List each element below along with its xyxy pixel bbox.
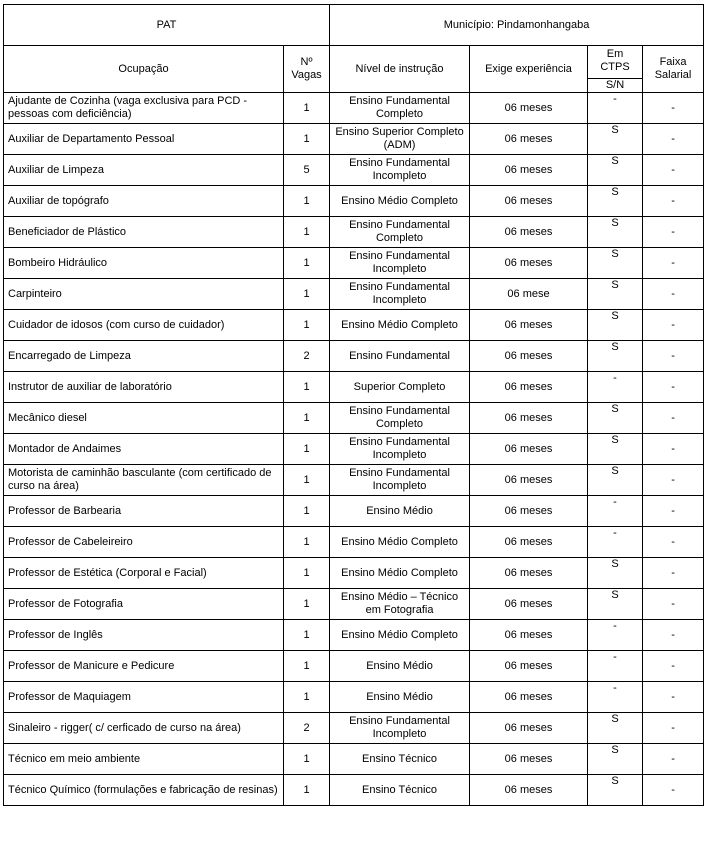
cell-ctps: S — [588, 186, 643, 217]
cell-occupation: Professor de Cabeleireiro — [4, 527, 284, 558]
header-vacancies: Nº Vagas — [284, 46, 330, 93]
cell-ctps: S — [588, 217, 643, 248]
cell-vacancies: 1 — [284, 527, 330, 558]
cell-occupation: Beneficiador de Plástico — [4, 217, 284, 248]
cell-salary: - — [643, 155, 704, 186]
cell-ctps: S — [588, 248, 643, 279]
table-row — [4, 186, 704, 217]
table-row — [4, 93, 704, 124]
cell-experience: 06 meses — [470, 248, 588, 279]
cell-occupation: Encarregado de Limpeza — [4, 341, 284, 372]
cell-salary: - — [643, 310, 704, 341]
cell-experience: 06 meses — [470, 434, 588, 465]
cell-occupation: Professor de Barbearia — [4, 496, 284, 527]
cell-experience: 06 meses — [470, 124, 588, 155]
cell-occupation: Professor de Fotografia — [4, 589, 284, 620]
cell-vacancies: 1 — [284, 434, 330, 465]
table-row — [4, 217, 704, 248]
cell-ctps: - — [588, 372, 643, 403]
cell-occupation: Cuidador de idosos (com curso de cuidador) — [4, 310, 284, 341]
cell-ctps: - — [588, 527, 643, 558]
cell-vacancies: 1 — [284, 775, 330, 806]
cell-education: Ensino Fundamental Incompleto — [330, 248, 470, 279]
cell-vacancies: 2 — [284, 341, 330, 372]
cell-occupation: Auxiliar de topógrafo — [4, 186, 284, 217]
cell-salary: - — [643, 620, 704, 651]
table-row — [4, 589, 704, 620]
cell-education: Ensino Médio Completo — [330, 558, 470, 589]
cell-vacancies: 1 — [284, 217, 330, 248]
cell-occupation: Auxiliar de Departamento Pessoal — [4, 124, 284, 155]
cell-education: Superior Completo — [330, 372, 470, 403]
table-row — [4, 744, 704, 775]
cell-occupation: Bombeiro Hidráulico — [4, 248, 284, 279]
cell-salary: - — [643, 217, 704, 248]
table-row — [4, 713, 704, 744]
cell-vacancies: 1 — [284, 651, 330, 682]
cell-experience: 06 meses — [470, 589, 588, 620]
cell-education: Ensino Médio Completo — [330, 310, 470, 341]
cell-education: Ensino Fundamental — [330, 341, 470, 372]
cell-ctps: - — [588, 496, 643, 527]
cell-ctps: S — [588, 744, 643, 775]
cell-education: Ensino Médio Completo — [330, 620, 470, 651]
cell-education: Ensino Médio — [330, 496, 470, 527]
cell-vacancies: 1 — [284, 589, 330, 620]
table-body — [4, 93, 704, 806]
cell-salary: - — [643, 465, 704, 496]
cell-experience: 06 meses — [470, 651, 588, 682]
cell-vacancies: 1 — [284, 372, 330, 403]
cell-occupation: Professor de Estética (Corporal e Facial) — [4, 558, 284, 589]
cell-education: Ensino Médio — [330, 651, 470, 682]
cell-experience: 06 meses — [470, 465, 588, 496]
header-experience: Exige experiência — [470, 46, 588, 93]
cell-education: Ensino Fundamental Incompleto — [330, 155, 470, 186]
cell-occupation: Técnico Químico (formulações e fabricação de resinas) — [4, 775, 284, 806]
table-row — [4, 620, 704, 651]
header-ctps-sn: S/N — [588, 79, 643, 93]
cell-education: Ensino Fundamental Completo — [330, 217, 470, 248]
cell-occupation: Professor de Inglês — [4, 620, 284, 651]
cell-salary: - — [643, 527, 704, 558]
cell-education: Ensino Médio Completo — [330, 527, 470, 558]
cell-salary: - — [643, 248, 704, 279]
cell-education: Ensino Médio — [330, 682, 470, 713]
cell-salary: - — [643, 496, 704, 527]
cell-vacancies: 1 — [284, 744, 330, 775]
cell-education: Ensino Fundamental Incompleto — [330, 713, 470, 744]
cell-experience: 06 mese — [470, 279, 588, 310]
cell-vacancies: 1 — [284, 93, 330, 124]
cell-vacancies: 1 — [284, 403, 330, 434]
cell-experience: 06 meses — [470, 341, 588, 372]
cell-education: Ensino Médio Completo — [330, 186, 470, 217]
cell-ctps: S — [588, 589, 643, 620]
cell-education: Ensino Fundamental Incompleto — [330, 434, 470, 465]
cell-salary: - — [643, 93, 704, 124]
cell-occupation: Ajudante de Cozinha (vaga exclusiva para PCD - pessoas com deficiência) — [4, 93, 284, 124]
cell-experience: 06 meses — [470, 217, 588, 248]
cell-occupation: Carpinteiro — [4, 279, 284, 310]
cell-occupation: Professor de Maquiagem — [4, 682, 284, 713]
cell-vacancies: 1 — [284, 558, 330, 589]
cell-ctps: - — [588, 651, 643, 682]
cell-salary: - — [643, 589, 704, 620]
cell-ctps: S — [588, 124, 643, 155]
cell-salary: - — [643, 341, 704, 372]
cell-education: Ensino Médio – Técnico em Fotografia — [330, 589, 470, 620]
table-row — [4, 248, 704, 279]
cell-ctps: S — [588, 434, 643, 465]
pat-title: PAT — [4, 5, 330, 46]
cell-ctps: S — [588, 775, 643, 806]
cell-salary: - — [643, 186, 704, 217]
cell-occupation: Motorista de caminhão basculante (com certificado de curso na área) — [4, 465, 284, 496]
title-row — [4, 5, 704, 46]
table-row — [4, 155, 704, 186]
cell-education: Ensino Fundamental Incompleto — [330, 465, 470, 496]
cell-ctps: S — [588, 279, 643, 310]
header-education: Nível de instrução — [330, 46, 470, 93]
table-row — [4, 465, 704, 496]
cell-salary: - — [643, 744, 704, 775]
table-row — [4, 310, 704, 341]
header-occupation: Ocupação — [4, 46, 284, 93]
cell-ctps: S — [588, 155, 643, 186]
cell-experience: 06 meses — [470, 620, 588, 651]
cell-salary: - — [643, 558, 704, 589]
cell-experience: 06 meses — [470, 403, 588, 434]
cell-vacancies: 5 — [284, 155, 330, 186]
cell-ctps: S — [588, 465, 643, 496]
cell-experience: 06 meses — [470, 713, 588, 744]
cell-vacancies: 2 — [284, 713, 330, 744]
cell-education: Ensino Fundamental Completo — [330, 93, 470, 124]
cell-salary: - — [643, 372, 704, 403]
cell-experience: 06 meses — [470, 310, 588, 341]
cell-occupation: Professor de Manicure e Pedicure — [4, 651, 284, 682]
cell-vacancies: 1 — [284, 248, 330, 279]
cell-education: Ensino Técnico — [330, 744, 470, 775]
table-row — [4, 775, 704, 806]
cell-vacancies: 1 — [284, 310, 330, 341]
cell-ctps: S — [588, 713, 643, 744]
header-salary: Faixa Salarial — [643, 46, 704, 93]
cell-vacancies: 1 — [284, 124, 330, 155]
cell-salary: - — [643, 403, 704, 434]
cell-ctps: - — [588, 620, 643, 651]
table-row — [4, 496, 704, 527]
cell-vacancies: 1 — [284, 186, 330, 217]
cell-experience: 06 meses — [470, 372, 588, 403]
cell-ctps: S — [588, 558, 643, 589]
cell-experience: 06 meses — [470, 155, 588, 186]
cell-salary: - — [643, 651, 704, 682]
cell-vacancies: 1 — [284, 682, 330, 713]
cell-ctps: - — [588, 93, 643, 124]
cell-salary: - — [643, 124, 704, 155]
cell-occupation: Sinaleiro - rigger( c/ cerficado de curso na área) — [4, 713, 284, 744]
header-ctps: Em CTPS — [588, 46, 643, 79]
table-row — [4, 372, 704, 403]
cell-experience: 06 meses — [470, 186, 588, 217]
cell-education: Ensino Técnico — [330, 775, 470, 806]
table-row — [4, 434, 704, 465]
cell-ctps: - — [588, 682, 643, 713]
cell-vacancies: 1 — [284, 496, 330, 527]
cell-occupation: Técnico em meio ambiente — [4, 744, 284, 775]
cell-ctps: S — [588, 403, 643, 434]
table-row — [4, 124, 704, 155]
table-row — [4, 403, 704, 434]
job-openings-table — [3, 4, 704, 806]
municipality-title: Município: Pindamonhangaba — [330, 5, 704, 46]
cell-education: Ensino Fundamental Completo — [330, 403, 470, 434]
cell-education: Ensino Superior Completo (ADM) — [330, 124, 470, 155]
cell-occupation: Instrutor de auxiliar de laboratório — [4, 372, 284, 403]
cell-vacancies: 1 — [284, 279, 330, 310]
cell-salary: - — [643, 713, 704, 744]
table-row — [4, 279, 704, 310]
cell-experience: 06 meses — [470, 496, 588, 527]
cell-experience: 06 meses — [470, 93, 588, 124]
table-row — [4, 527, 704, 558]
column-header-row — [4, 46, 704, 79]
cell-experience: 06 meses — [470, 682, 588, 713]
table-row — [4, 651, 704, 682]
cell-salary: - — [643, 434, 704, 465]
cell-occupation: Montador de Andaimes — [4, 434, 284, 465]
cell-experience: 06 meses — [470, 775, 588, 806]
table-row — [4, 682, 704, 713]
cell-salary: - — [643, 279, 704, 310]
cell-salary: - — [643, 682, 704, 713]
cell-salary: - — [643, 775, 704, 806]
cell-ctps: S — [588, 341, 643, 372]
cell-vacancies: 1 — [284, 620, 330, 651]
table-row — [4, 558, 704, 589]
cell-experience: 06 meses — [470, 527, 588, 558]
cell-experience: 06 meses — [470, 558, 588, 589]
cell-ctps: S — [588, 310, 643, 341]
table-row — [4, 341, 704, 372]
cell-vacancies: 1 — [284, 465, 330, 496]
cell-occupation: Mecânico diesel — [4, 403, 284, 434]
cell-occupation: Auxiliar de Limpeza — [4, 155, 284, 186]
cell-education: Ensino Fundamental Incompleto — [330, 279, 470, 310]
cell-experience: 06 meses — [470, 744, 588, 775]
